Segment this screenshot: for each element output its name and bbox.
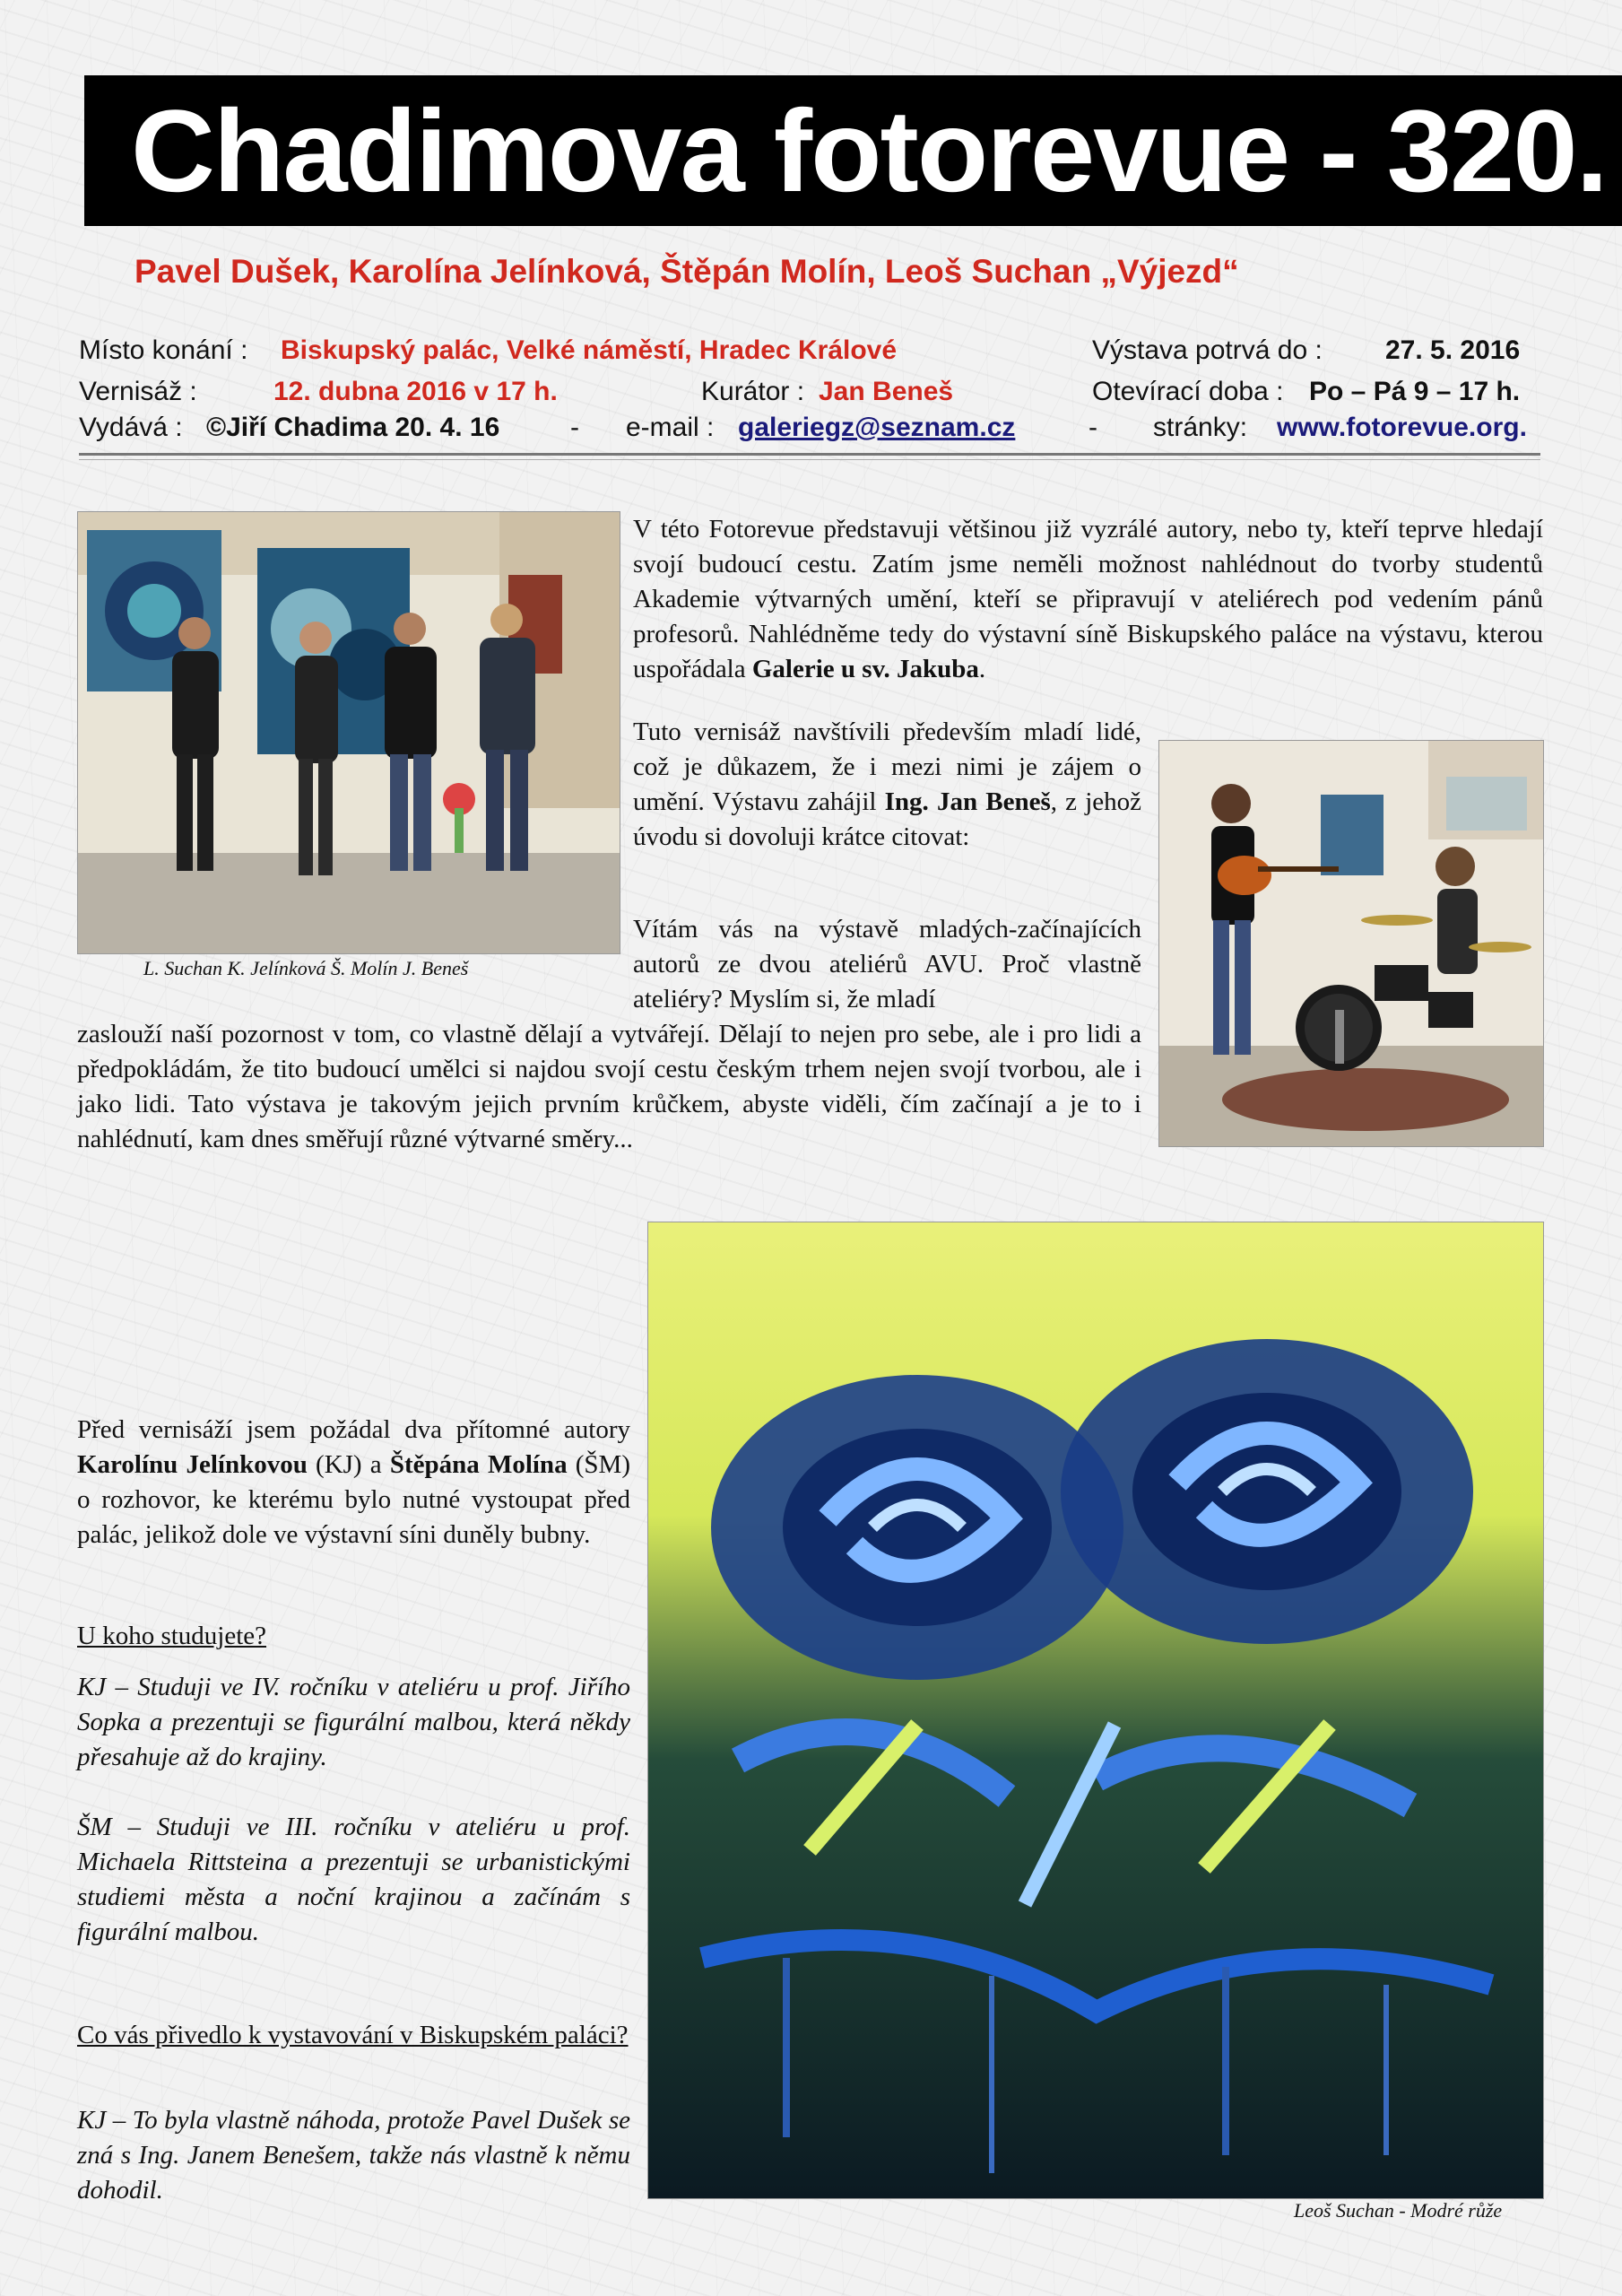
hours-label: Otevírací doba :: [1092, 377, 1284, 406]
group-photo-caption: L. Suchan K. Jelínková Š. Molín J. Beneš: [143, 957, 469, 979]
interview-intro: [77, 1413, 630, 1552]
author-name-kj: Karolínu Jelínkovou: [77, 1450, 308, 1479]
gallery-name: Galerie u sv. Jakuba: [751, 655, 979, 683]
quote-paragraph-bottom: zaslouží naší pozornost v tom, co vlastně dělají a vytvářejí. Dělají to nejen pro sebe, ale i pro lidi a předpokládám, že tito budoucí umělci si najdou svojí cestu českým trhem nejen svojí tvorbou, ale i jako lidi. Tato výstava je takovým jejich prvním krůčkem, abyste viděli, čím začínají a je to i nahlédnutí, kam dnes směřují různé výtvarné směry...: [77, 1020, 1141, 1153]
speaker-name: Ing. Jan Beneš: [884, 787, 1051, 816]
painting-caption: Leoš Suchan - Modré růže: [1294, 2199, 1503, 2222]
email-label: e-mail :: [626, 413, 715, 442]
interview-text: (ŠM) o rozhovor, ke kterému bylo nutné vystoupat před palác, jelikož dole ve výstavní síni duněly bubny.: [77, 1450, 630, 1549]
web-link[interactable]: www.fotorevue.org.: [1277, 413, 1527, 442]
publisher-value: ©Jiří Chadima 20. 4. 16: [206, 413, 500, 442]
email-link[interactable]: galeriegz@seznam.cz: [738, 413, 1016, 442]
question-1: U koho studujete?: [77, 1622, 267, 1650]
quote-paragraph-top: Vítám vás na výstavě mladých-začínajících autorů ze dvou ateliérů AVU. Proč vlastně ateliéry? Myslím si, že mladí: [633, 915, 1141, 1013]
blue-roses-painting: [648, 1222, 1543, 2198]
opening-text-end: , z jehož úvodu si dovoluji krátce citovat:: [633, 787, 1142, 851]
opening-label: Vernisáž :: [79, 377, 197, 406]
curator-value: Jan Beneš: [819, 377, 954, 406]
header-divider: [79, 459, 1540, 460]
answer-1-kj: KJ – Studuji ve IV. ročníku v ateliéru u prof. Jiřího Sopka a prezentuji se figurální malbou, která někdy přesahuje až do krajiny.: [77, 1673, 630, 1771]
opening-value: 12. dubna 2016 v 17 h.: [273, 377, 558, 406]
intro-text: V této Fotorevue představuji většinou již vyzrálé autory, nebo ty, kteří teprve hledají svojí budoucí cestu. Zatím jsme neměli možnost nahlédnout do tvorby studentů Akademie výtvarných umění, kteří se připravují v ateliérech pod vedením pánů profesorů. Nahlédněme tedy do výstavní síně Biskupského paláce na výstavu, kterou uspořádala: [633, 515, 1543, 683]
header-divider: [79, 453, 1540, 456]
publisher-label: Vydává :: [79, 413, 183, 442]
group-photo-image: [78, 512, 620, 953]
opening-text: Tuto vernisáž navštívili především mladí lidé, což je důkazem, že i mezi nimi je zájem o umění. Výstavu zahájil: [633, 718, 1141, 816]
group-photo: [77, 511, 620, 954]
opening-paragraph: [633, 715, 1141, 855]
painting-image: [647, 1222, 1544, 2199]
artists-subtitle: Pavel Dušek, Karolína Jelínková, Štěpán Molín, Leoš Suchan „Výjezd“: [134, 253, 1239, 290]
interview-text: (KJ) a: [307, 1450, 390, 1479]
intro-paragraph: [633, 512, 1543, 687]
web-label: stránky:: [1153, 413, 1248, 442]
hours-value: Po – Pá 9 – 17 h.: [1309, 377, 1521, 406]
venue-value: Biskupský palác, Velké náměstí, Hradec Králové: [281, 335, 898, 365]
separator-dash: -: [570, 413, 579, 442]
band-photo-image: [1159, 741, 1543, 1146]
answer-1-sm: ŠM – Studuji ve III. ročníku v ateliéru u prof. Michaela Rittsteina a prezentuji se urbanistickými studiemi města a noční krajinou a začínám s figurální malbou.: [77, 1813, 630, 1946]
until-value: 27. 5. 2016: [1385, 335, 1521, 365]
intro-end: .: [978, 655, 986, 683]
until-label: Výstava potrvá do :: [1092, 335, 1323, 365]
band-photo: [1158, 740, 1544, 1147]
answer-2-kj: KJ – To byla vlastně náhoda, protože Pavel Dušek se zná s Ing. Janem Benešem, takže nás vlastně k němu dohodil.: [77, 2106, 630, 2205]
page-title: Chadimova fotorevue - 320.: [84, 75, 1622, 226]
interview-text: Před vernisáží jsem požádal dva přítomné autory: [77, 1415, 630, 1444]
curator-label: Kurátor :: [701, 377, 805, 406]
separator-dash: -: [1089, 413, 1097, 442]
author-name-sm: Štěpána Molína: [389, 1450, 568, 1479]
question-2: Co vás přivedlo k vystavování v Biskupském paláci?: [77, 2021, 629, 2049]
venue-label: Místo konání :: [79, 335, 248, 365]
